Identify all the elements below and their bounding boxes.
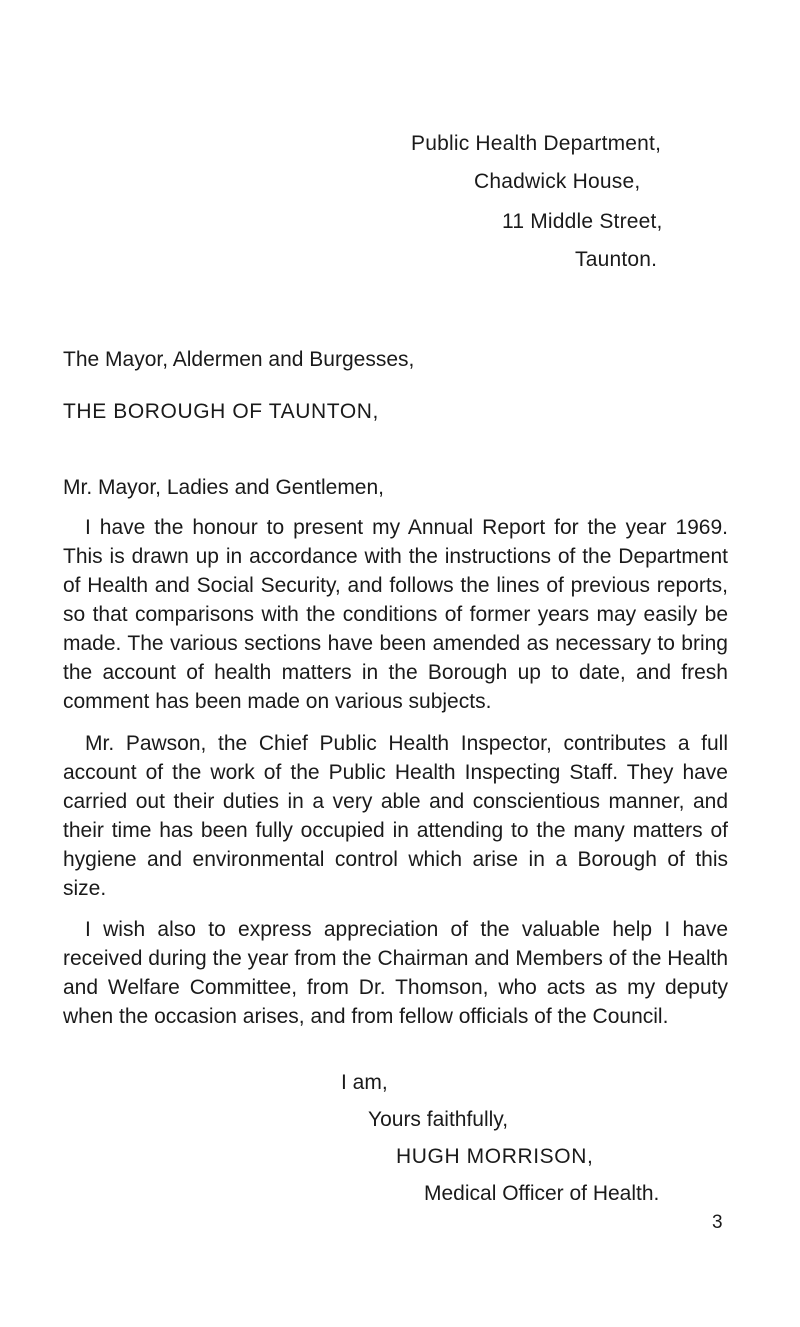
page-number: 3 [712, 1212, 723, 1233]
salutation: Mr. Mayor, Ladies and Gentlemen, [63, 476, 384, 499]
signatory-name: HUGH MORRISON, [396, 1145, 594, 1168]
address-street: 11 Middle Street, [502, 210, 663, 233]
body-paragraph-3: I wish also to express appreciation of the valuable help I have received during the year from the Chairman and Members of the Health and Welfare Committee, from Dr. Thomson, who acts as my deputy when the occasion arises, and from fellow officials of the Council. [63, 918, 728, 1028]
recipient-borough: THE BOROUGH OF TAUNTON, [63, 400, 379, 423]
address-building: Chadwick House, [474, 170, 641, 193]
body-paragraph-1: I have the honour to present my Annual Report for the year 1969. This is drawn up in accordance with the instructions of the Department of Health and Social Security, and follows the lines of previous reports, so that comparisons with the conditions of former years may easily be made. The various sections have been amended as necessary to bring the account of health matters in the Borough up to date, and fresh comment has been made on various subjects. [63, 516, 728, 713]
closing-i-am: I am, [341, 1071, 388, 1094]
closing-yours-faithfully: Yours faithfully, [368, 1108, 509, 1131]
signatory-title: Medical Officer of Health. [424, 1182, 660, 1205]
body-paragraph-2: Mr. Pawson, the Chief Public Health Inspector, contributes a full account of the work of the Public Health Inspecting Staff. They have carried out their duties in a very able and conscientious manner, and their time has been fully occupied in attending to the many matters of hygiene and environmental control which arise in a Borough of this size. [63, 732, 728, 900]
recipient-line: The Mayor, Aldermen and Burgesses, [63, 348, 415, 371]
address-department: Public Health Department, [411, 132, 662, 155]
address-town: Taunton. [575, 248, 658, 271]
